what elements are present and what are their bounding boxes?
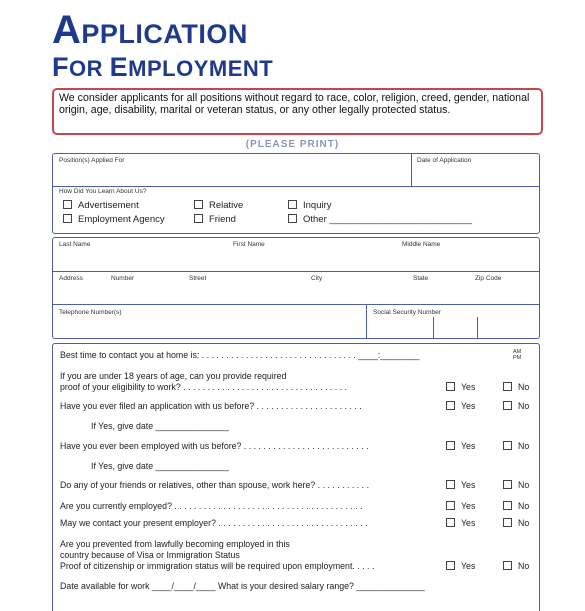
- filed-yes[interactable]: [446, 401, 475, 411]
- am-pm-label: [513, 349, 521, 361]
- date-label: Date of Application: [417, 157, 472, 164]
- best-time-question: Best time to contact you at home is: . . . . . . . . . . . . . . . . . . . . . . . . . . . . . . . . ____:________: [60, 350, 420, 360]
- date-available-question[interactable]: Date available for work ____/____/____ What is your desired salary range? ______________: [60, 581, 425, 591]
- no-label: No: [518, 382, 530, 392]
- no-label: No: [518, 441, 530, 451]
- checkbox-icon[interactable]: [288, 200, 297, 209]
- option-label: Inquiry: [303, 200, 332, 211]
- please-print-label: (PLEASE PRINT): [245, 139, 340, 150]
- address-field[interactable]: [53, 272, 539, 304]
- prevented-yes[interactable]: [446, 561, 475, 571]
- checkbox-icon[interactable]: [446, 401, 455, 410]
- option-relative[interactable]: [194, 200, 243, 211]
- zip-label: Zip Code: [475, 275, 502, 282]
- city-label: City: [311, 275, 323, 282]
- contact-no[interactable]: [503, 518, 529, 528]
- checkbox-icon[interactable]: [63, 214, 72, 223]
- employed-yes[interactable]: [446, 441, 475, 451]
- yes-label: Yes: [461, 480, 476, 490]
- checkbox-icon[interactable]: [288, 214, 297, 223]
- under18-question-line1: If you are under 18 years of age, can you provide required: [60, 371, 287, 381]
- option-label: Employment Agency: [78, 214, 165, 225]
- no-label: No: [518, 561, 530, 571]
- under18-question-line2: proof of your eligibility to work? . . . . . . . . . . . . . . . . . . . . . . . . . . . . . . . . . .: [60, 382, 347, 392]
- contact-question: May we contact your present employer? . . . . . . . . . . . . . . . . . . . . . . . . . . . . . . .: [60, 518, 368, 528]
- telephone-label: Telephone Number(s): [59, 309, 122, 316]
- checkbox-icon[interactable]: [503, 480, 512, 489]
- prevented-no[interactable]: [503, 561, 529, 571]
- prevented-question-line3: Proof of citizenship or immigration status will be required upon employment. . . . .: [60, 561, 375, 571]
- ssn-tick-2: [477, 317, 478, 338]
- ssn-field[interactable]: [367, 305, 539, 338]
- prevented-question-line2: country because of Visa or Immigration Status: [60, 550, 240, 560]
- last-name-label: Last Name: [59, 241, 91, 248]
- contact-yes[interactable]: [446, 518, 475, 528]
- how-label: How Did You Learn About Us?: [59, 188, 147, 195]
- under18-no[interactable]: [503, 382, 529, 392]
- option-other[interactable]: [288, 214, 472, 225]
- checkbox-icon[interactable]: [446, 518, 455, 527]
- checkbox-icon[interactable]: [446, 561, 455, 570]
- title-initial-e: E: [109, 52, 129, 82]
- yes-label: Yes: [461, 441, 476, 451]
- position-field[interactable]: [53, 154, 411, 186]
- no-label: No: [518, 518, 530, 528]
- checkbox-icon[interactable]: [194, 214, 203, 223]
- street-label: Street: [189, 275, 207, 282]
- filed-no[interactable]: [503, 401, 529, 411]
- yes-label: Yes: [461, 401, 476, 411]
- section1-divider: [53, 186, 539, 187]
- checkbox-icon[interactable]: [446, 441, 455, 450]
- filed-question: Have you ever filed an application with us before? . . . . . . . . . . . . . . . . . . . . . .: [60, 401, 362, 411]
- friends-yes[interactable]: [446, 480, 475, 490]
- yes-label: Yes: [461, 501, 476, 511]
- no-label: No: [518, 401, 530, 411]
- option-friend[interactable]: [194, 214, 236, 225]
- title-line-2: [52, 52, 273, 83]
- yes-label: Yes: [461, 518, 476, 528]
- yes-label: Yes: [461, 561, 476, 571]
- first-name-label: First Name: [233, 241, 265, 248]
- no-label: No: [518, 480, 530, 490]
- checkbox-icon[interactable]: [446, 480, 455, 489]
- ssn-tick-1: [433, 317, 434, 338]
- title-initial-f: F: [52, 52, 69, 82]
- currently-yes[interactable]: [446, 501, 475, 511]
- option-label: Relative: [209, 200, 244, 211]
- yes-label: Yes: [461, 382, 476, 392]
- friends-no[interactable]: [503, 480, 529, 490]
- eeo-notice: We consider applicants for all positions without regard to race, color, religion, creed, gender, national origin, age, disability, marital or veteran status, or any other legally protected status.: [52, 88, 543, 135]
- middle-name-label: Middle Name: [402, 241, 441, 248]
- pm-label: PM: [513, 355, 522, 361]
- option-label: Friend: [209, 214, 236, 225]
- checkbox-icon[interactable]: [503, 441, 512, 450]
- option-label: Other ___________________________: [303, 214, 473, 225]
- title-rest-2a: OR: [69, 56, 110, 81]
- prevented-question-line1: Are you prevented from lawfully becoming employed in this: [60, 539, 290, 549]
- currently-question: Are you currently employed? . . . . . . . . . . . . . . . . . . . . . . . . . . . . . . . . . . . . . . .: [60, 501, 363, 511]
- checkbox-icon[interactable]: [446, 382, 455, 391]
- name-field[interactable]: [53, 238, 539, 271]
- ssn-label: Social Security Number: [373, 309, 441, 316]
- title-line-1: [52, 8, 248, 53]
- no-label: No: [518, 501, 530, 511]
- am-label: AM: [513, 349, 522, 355]
- checkbox-icon[interactable]: [194, 200, 203, 209]
- checkbox-icon[interactable]: [446, 501, 455, 510]
- checkbox-icon[interactable]: [503, 401, 512, 410]
- questions-section: [52, 343, 540, 611]
- title-rest-1: PPLICATION: [81, 19, 248, 49]
- friends-question: Do any of your friends or relatives, other than spouse, work here? . . . . . . . . . . .: [60, 480, 370, 490]
- employed-date[interactable]: If Yes, give date _______________: [91, 461, 229, 471]
- title-initial-a: A: [52, 8, 82, 52]
- checkbox-icon[interactable]: [503, 501, 512, 510]
- position-label: Position(s) Applied For: [59, 157, 125, 164]
- checkbox-icon[interactable]: [503, 518, 512, 527]
- number-label: Number: [111, 275, 135, 282]
- checkbox-icon[interactable]: [63, 200, 72, 209]
- filed-date[interactable]: If Yes, give date _______________: [91, 421, 229, 431]
- employed-question: Have you ever been employed with us before? . . . . . . . . . . . . . . . . . . . . . . . . . .: [60, 441, 369, 451]
- under18-yes[interactable]: [446, 382, 475, 392]
- checkbox-icon[interactable]: [503, 561, 512, 570]
- state-label: State: [413, 275, 429, 282]
- personal-info-section: [52, 237, 540, 339]
- currently-no[interactable]: [503, 501, 529, 511]
- title-rest-2b: MPLOYMENT: [128, 56, 274, 81]
- option-inquiry[interactable]: [288, 200, 332, 211]
- option-advertisement[interactable]: [63, 200, 139, 211]
- position-section: [52, 153, 540, 234]
- option-employment-agency[interactable]: [63, 214, 165, 225]
- checkbox-icon[interactable]: [503, 382, 512, 391]
- option-label: Advertisement: [78, 200, 139, 211]
- date-field[interactable]: [412, 154, 539, 186]
- employed-no[interactable]: [503, 441, 529, 451]
- telephone-field[interactable]: [53, 305, 366, 338]
- address-label: Address: [59, 275, 83, 282]
